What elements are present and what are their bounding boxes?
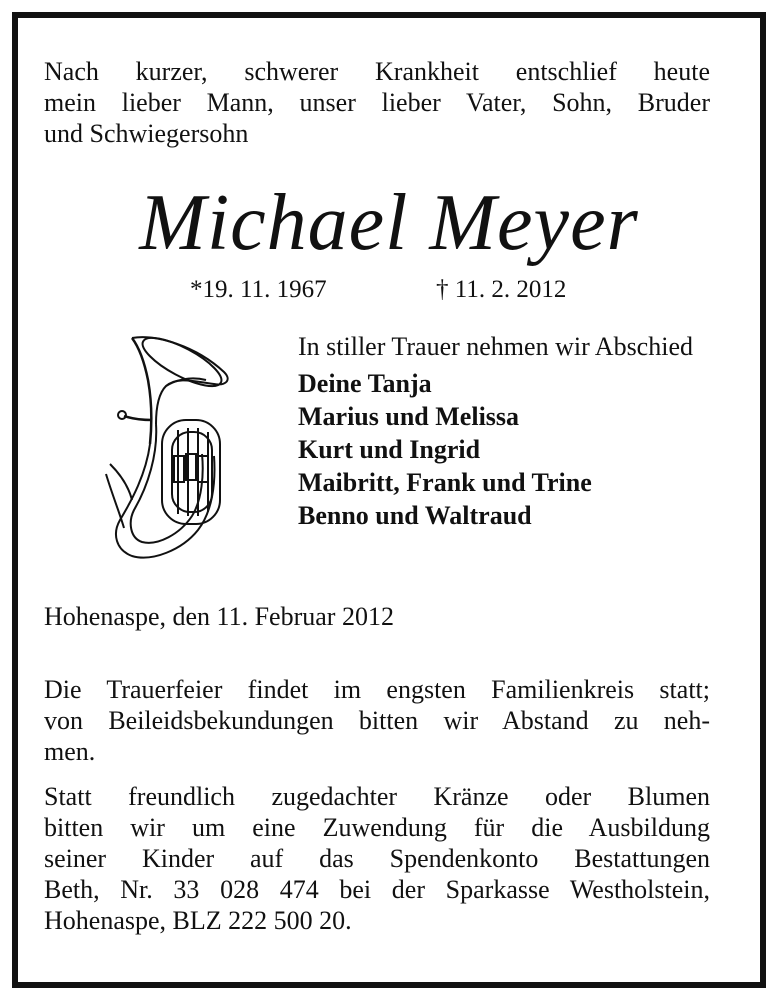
mourner-name: Marius und Melissa <box>298 402 520 431</box>
intro-line: und Schwiegersohn <box>44 119 249 148</box>
mourning-intro: In stiller Trauer nehmen wir Abschied <box>298 332 693 361</box>
donation-line: Statt freundlich zugedachter Kränze oder Blumen <box>44 782 710 811</box>
tuba-icon <box>86 324 242 564</box>
mourner-name: Benno und Waltraud <box>298 501 532 530</box>
donation-line: Beth, Nr. 33 028 474 bei der Sparkasse Westholstein, <box>44 875 710 904</box>
donation-line: Hohenaspe, BLZ 222 500 20. <box>44 906 352 935</box>
mourners-block <box>298 330 698 532</box>
donation-line: bitten wir um eine Zuwendung für die Ausbildung <box>44 813 710 842</box>
mourner-name: Deine Tanja <box>298 369 432 398</box>
donation-paragraph <box>44 781 710 936</box>
death-date: † 11. 2. 2012 <box>436 276 567 303</box>
ceremony-line: Die Trauerfeier findet im engsten Familienkreis statt; <box>44 675 710 704</box>
birth-date: *19. 11. 1967 <box>190 276 327 303</box>
ceremony-paragraph <box>44 674 710 767</box>
mourners-list <box>298 367 698 532</box>
intro-line: mein lieber Mann, unser lieber Vater, Sohn, Bruder <box>44 88 710 117</box>
ceremony-line: men. <box>44 737 96 766</box>
ceremony-line: von Beileidsbekundungen bitten wir Abstand zu neh- <box>44 706 710 735</box>
donation-line: seiner Kinder auf das Spendenkonto Bestattungen <box>44 844 710 873</box>
mourner-name: Kurt und Ingrid <box>298 435 481 464</box>
mourner-name: Maibritt, Frank und Trine <box>298 468 592 497</box>
intro-line: Nach kurzer, schwerer Krankheit entschlief heute <box>44 57 710 86</box>
place-date: Hohenaspe, den 11. Februar 2012 <box>44 602 394 631</box>
intro-paragraph <box>44 56 710 149</box>
deceased-name: Michael Meyer <box>139 179 639 267</box>
